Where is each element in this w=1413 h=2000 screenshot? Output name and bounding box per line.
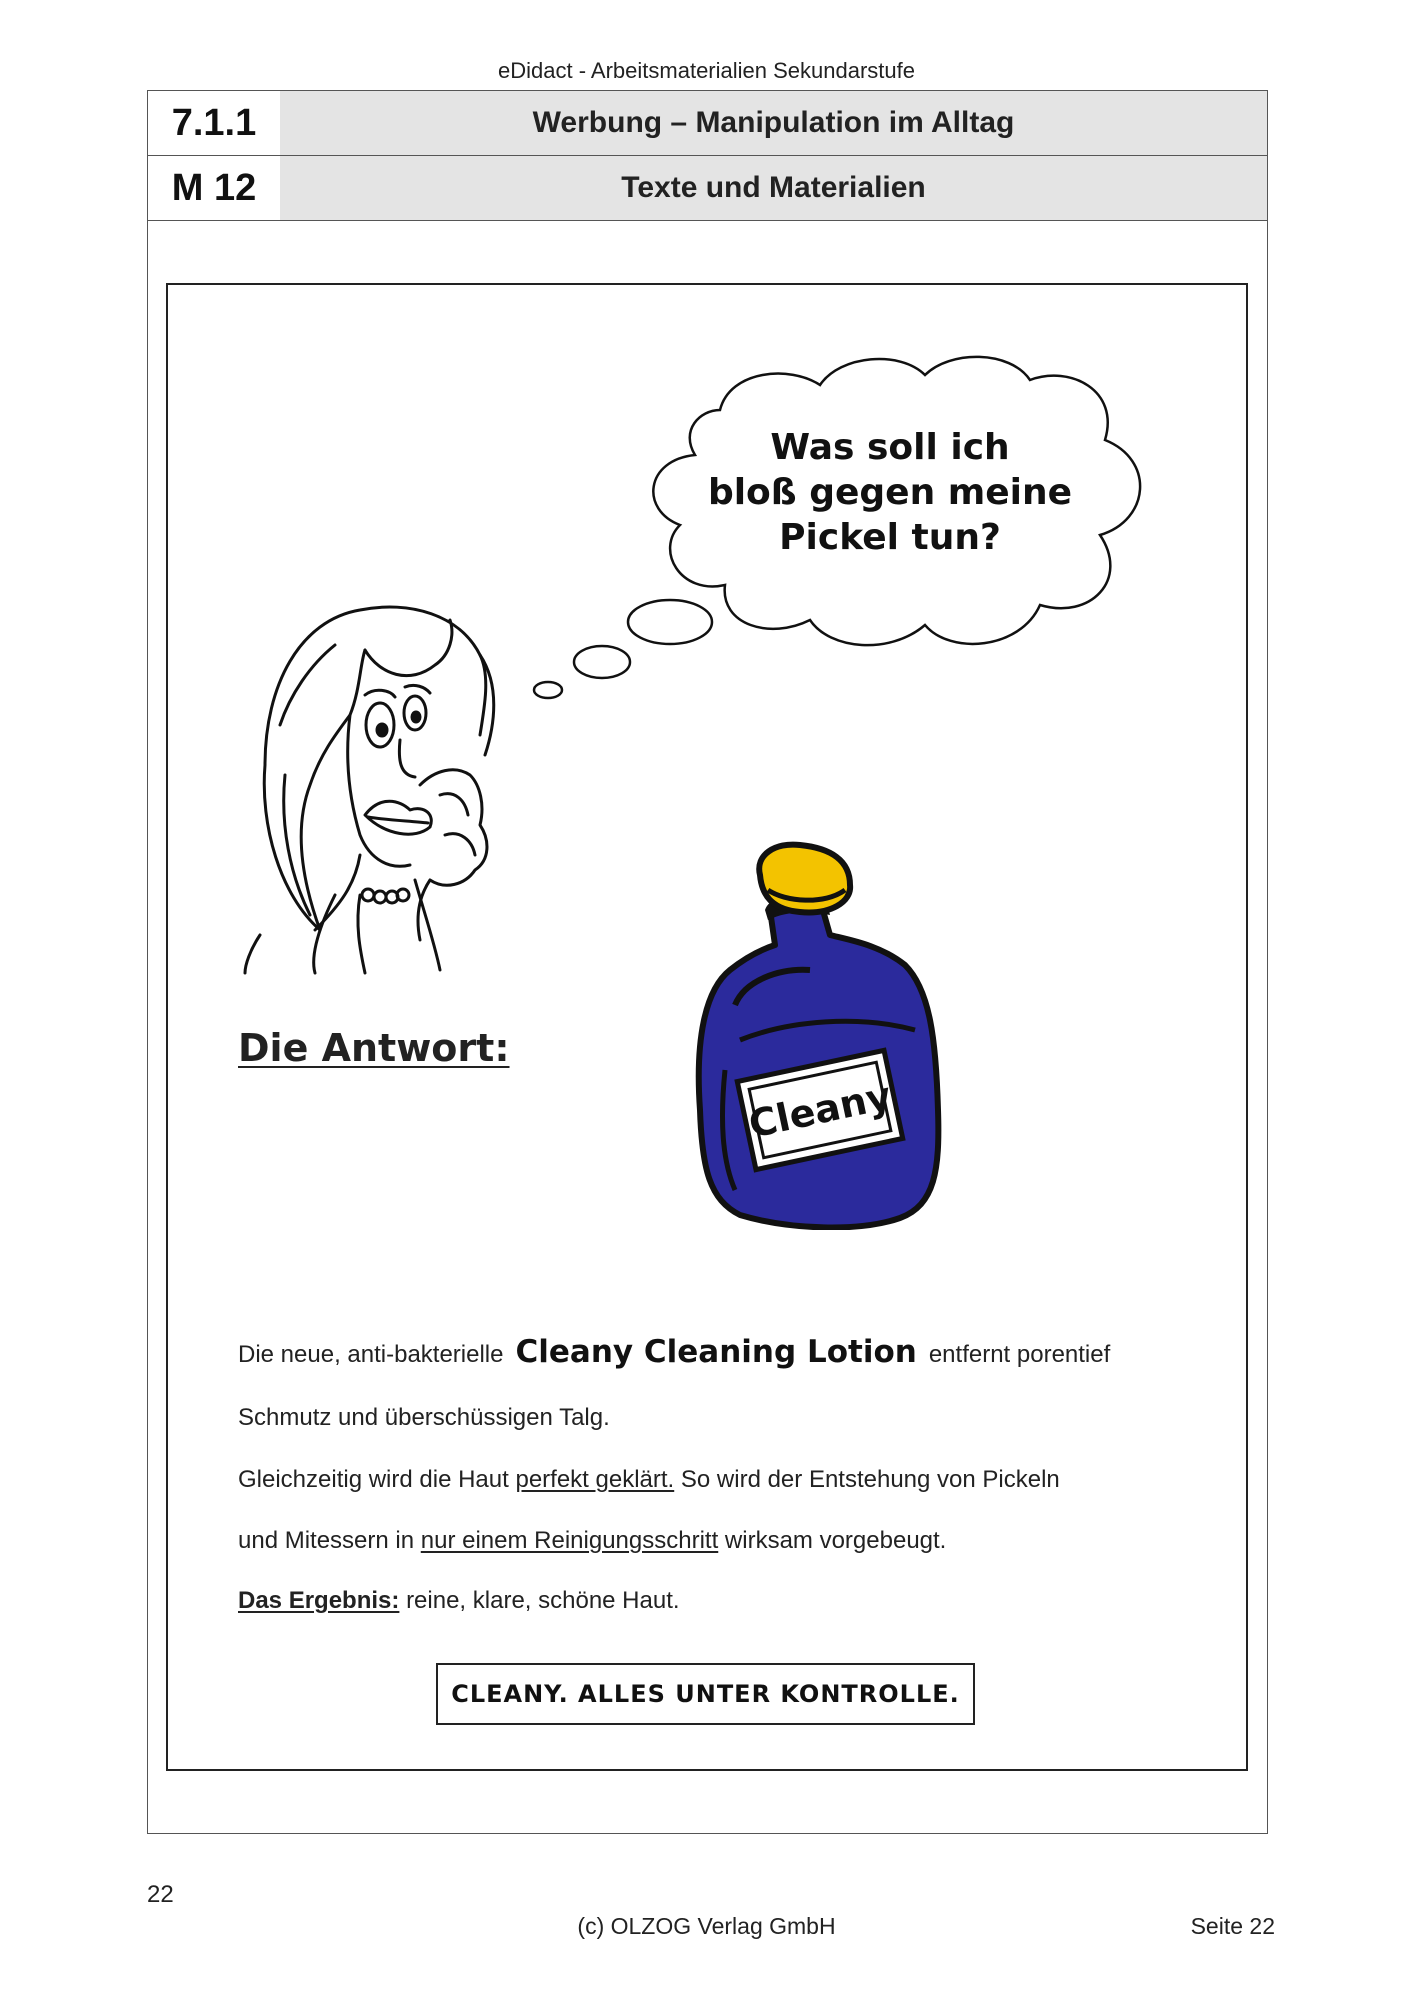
answer-heading: Die Antwort: <box>238 1026 510 1070</box>
cleany-bottle-icon <box>690 840 950 1230</box>
thought-text <box>700 425 1080 560</box>
page-number: 22 <box>147 1881 174 1908</box>
header-row-material <box>147 155 1268 221</box>
bottle-label: Cleany <box>744 1073 896 1147</box>
footer-page-label: Seite 22 <box>1190 1913 1275 1939</box>
ad-copy-text: So wird der Entstehung von Pickeln <box>680 1466 1060 1493</box>
top-caption: eDidact - Arbeitsmaterialien Sekundarstufe <box>498 58 915 83</box>
unit-title: Werbung – Manipulation im Alltag <box>280 91 1267 155</box>
ad-copy-underlined: nur einem Reinigungsschritt <box>420 1527 719 1554</box>
ad-copy-text: und Mitessern in <box>238 1527 415 1554</box>
ad-copy-text: entfernt porentief <box>928 1341 1111 1368</box>
thought-line: Pickel tun? <box>779 517 1001 558</box>
footer-copyright: (c) OLZOG Verlag GmbH <box>577 1913 836 1939</box>
ad-copy-line-2: Schmutz und überschüssigen Talg. <box>238 1404 610 1431</box>
material-code: M 12 <box>148 156 281 220</box>
ad-copy-line-3 <box>238 1466 1060 1494</box>
material-title: Texte und Materialien <box>280 156 1267 220</box>
worried-woman-icon <box>240 595 530 975</box>
ad-copy-result <box>238 1587 680 1615</box>
header-row-unit <box>147 90 1268 156</box>
ad-copy-text: Gleichzeitig wird die Haut <box>238 1466 509 1493</box>
thought-line: Was soll ich <box>770 427 1010 468</box>
ad-copy-line-4 <box>238 1527 946 1555</box>
result-text: reine, klare, schöne Haut. <box>406 1587 680 1614</box>
unit-code: 7.1.1 <box>148 91 281 155</box>
slogan-box: CLEANY. ALLES UNTER KONTROLLE. <box>436 1663 975 1725</box>
ad-copy-underlined: perfekt geklärt. <box>515 1466 675 1493</box>
product-name: Cleany Cleaning Lotion <box>515 1334 917 1370</box>
thought-line: bloß gegen meine <box>707 472 1073 513</box>
result-label: Das Ergebnis: <box>238 1587 400 1614</box>
ad-copy-text: wirksam vorgebeugt. <box>724 1527 947 1554</box>
ad-copy-line-1 <box>238 1334 1110 1370</box>
ad-copy-text: Die neue, anti-bakterielle <box>238 1341 504 1368</box>
